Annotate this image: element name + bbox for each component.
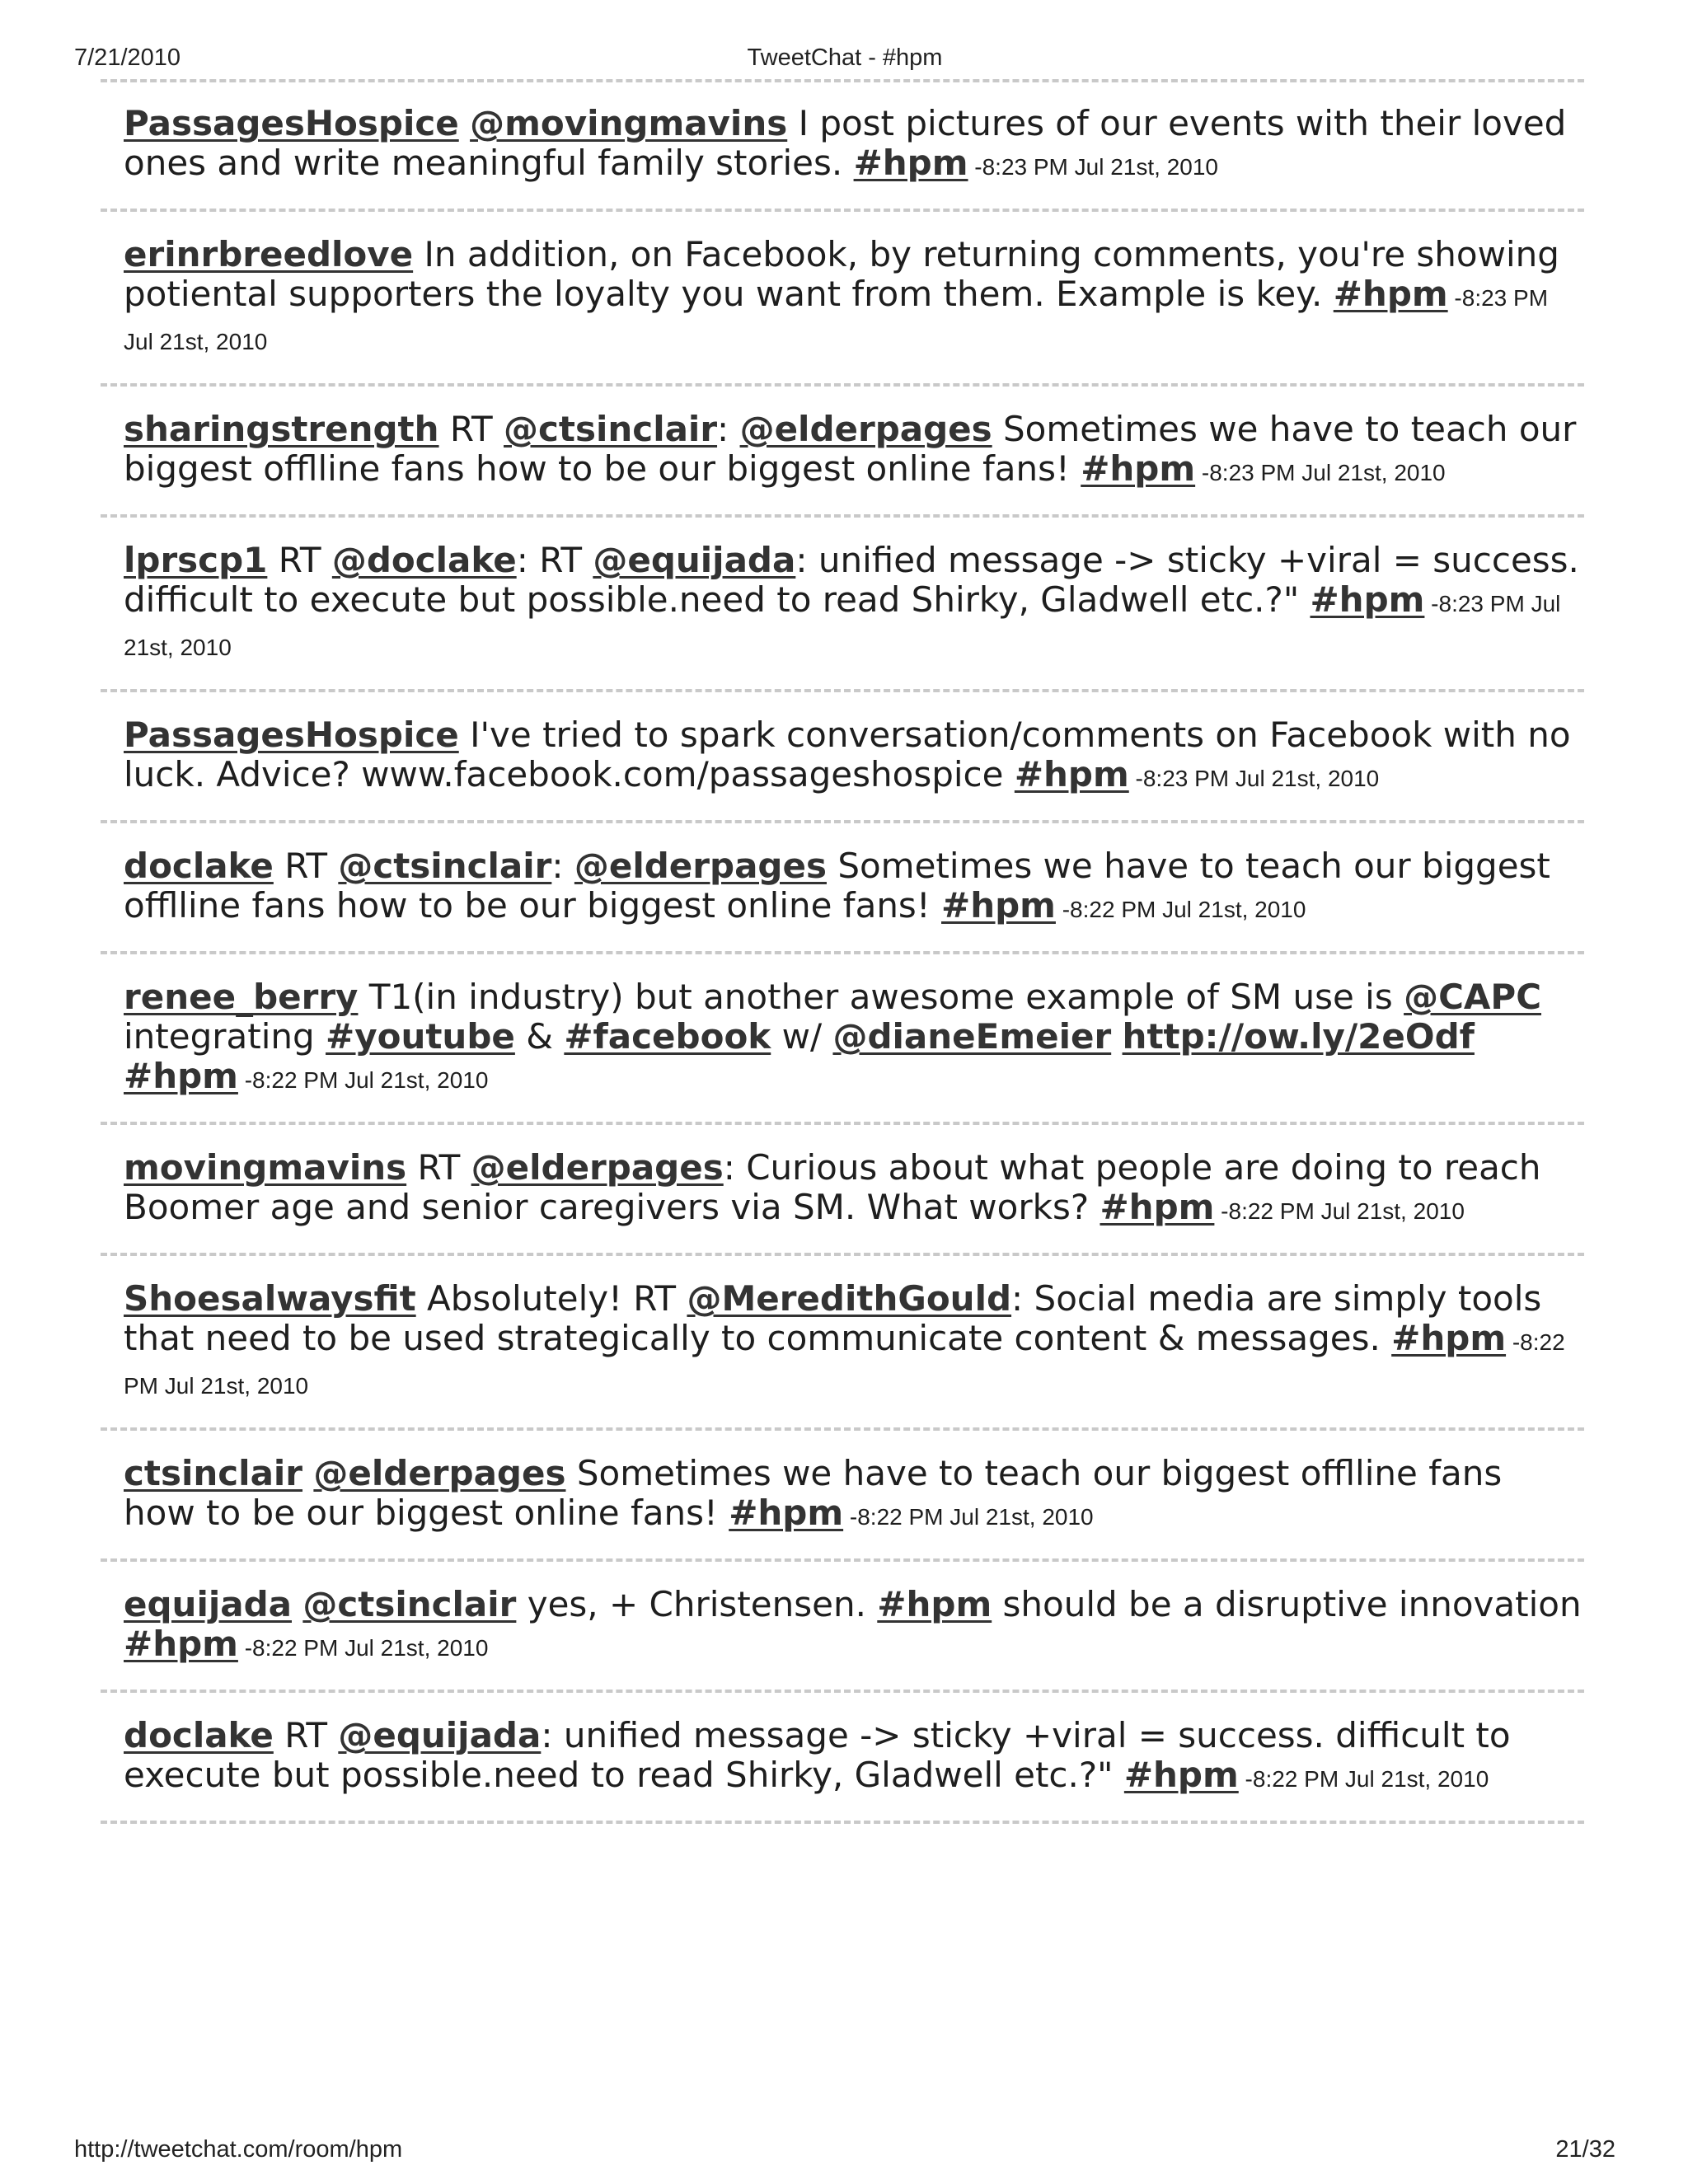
tweet-item	[101, 212, 1584, 387]
tweet-body-text: : RT	[516, 540, 593, 580]
tweet-item	[101, 518, 1584, 692]
username-link[interactable]: lprscp1	[124, 540, 268, 580]
tweet-text	[124, 104, 1582, 187]
hashtag-link[interactable]: #hpm	[1014, 754, 1129, 794]
tweet-text	[124, 846, 1582, 930]
hashtag-link[interactable]: #hpm	[941, 885, 1056, 926]
mention-link[interactable]: @MeredithGould	[687, 1278, 1012, 1319]
tweet-body-text: RT	[438, 409, 504, 449]
tweet-body-text: I post pictures of our events with their loved ones and write meaningful family stories.	[124, 103, 1567, 183]
mention-link[interactable]: @equijada	[593, 540, 796, 580]
mention-link[interactable]: @dianeEmeier	[832, 1016, 1112, 1057]
tweet-text	[124, 715, 1582, 799]
tweet-item	[101, 954, 1584, 1125]
tweet-item	[101, 1125, 1584, 1256]
tweet-item	[101, 387, 1584, 518]
username-link[interactable]: erinrbreedlove	[124, 234, 414, 274]
username-link[interactable]: Shoesalwaysfit	[124, 1278, 416, 1319]
tweet-body-text: RT	[273, 1715, 339, 1755]
tweet-body-text: RT	[267, 540, 332, 580]
print-header	[74, 45, 1615, 74]
tweet-timestamp: -8:23 PM Jul 21st, 2010	[1128, 766, 1380, 791]
hashtag-link[interactable]: #hpm	[729, 1493, 844, 1533]
hashtag-link[interactable]: #hpm	[1081, 448, 1196, 489]
username-link[interactable]: sharingstrength	[124, 409, 439, 449]
tweet-item	[101, 1693, 1584, 1824]
tweet-timestamp: -8:22 PM Jul 21st, 2010	[124, 1329, 1565, 1399]
hashtag-link[interactable]: #hpm	[1100, 1187, 1215, 1227]
tweet-body-text: yes, + Christensen.	[516, 1584, 878, 1624]
tweet-timestamp: -8:23 PM Jul 21st, 2010	[968, 154, 1219, 180]
tweet-text	[124, 1148, 1582, 1231]
hashtag-link[interactable]: #hpm	[1391, 1318, 1507, 1358]
tweet-item	[101, 692, 1584, 823]
tweet-text	[124, 410, 1582, 493]
tweet-body-text: RT	[273, 846, 339, 886]
tweet-body-text	[302, 1453, 313, 1493]
url-link[interactable]: http://ow.ly/2eOdf	[1122, 1016, 1475, 1057]
tweet-body-text: I've tried to spark conversation/comments on Facebook with no luck. Advice? www.facebook.com/passageshospice	[124, 715, 1571, 794]
tweet-item	[101, 1256, 1584, 1431]
tweet-body-text: : unified message -> sticky +viral = success. difficult to execute but possible.need to read Shirky, Gladwell etc.?"	[124, 1715, 1511, 1795]
tweet-body-text: : unified message -> sticky +viral = success. difficult to execute but possible.need to read Shirky, Gladwell etc.?"	[124, 540, 1579, 620]
hashtag-link[interactable]: #youtube	[326, 1016, 515, 1057]
tweet-text	[124, 235, 1582, 362]
print-title: TweetChat - #hpm	[747, 45, 943, 71]
username-link[interactable]: movingmavins	[124, 1147, 407, 1188]
tweet-body-text: In addition, on Facebook, by returning comments, you're showing potiental supporters the loyalty you want from them. Example is key.	[124, 234, 1559, 314]
mention-link[interactable]: @equijada	[338, 1715, 542, 1755]
tweet-text	[124, 541, 1582, 668]
tweet-body-text: T1(in industry) but another awesome example of SM use is	[358, 977, 1404, 1017]
tweet-body-text: should be a disruptive innovation	[992, 1584, 1582, 1624]
mention-link[interactable]: @movingmavins	[470, 103, 788, 143]
tweet-body-text	[292, 1584, 302, 1624]
tweet-body-text: Sometimes we have to teach our biggest offlline fans how to be our biggest online fans!	[124, 846, 1550, 926]
tweet-body-text: :	[551, 846, 574, 886]
mention-link[interactable]: @doclake	[331, 540, 517, 580]
tweet-timestamp: -8:23 PM Jul 21st, 2010	[1195, 460, 1446, 485]
tweet-timestamp: -8:22 PM Jul 21st, 2010	[1214, 1198, 1465, 1224]
mention-link[interactable]: @ctsinclair	[338, 846, 552, 886]
tweet-text	[124, 1454, 1582, 1537]
hashtag-link[interactable]: #hpm	[124, 1624, 238, 1664]
username-link[interactable]: doclake	[124, 1715, 274, 1755]
tweet-item	[101, 79, 1584, 212]
mention-link[interactable]: @ctsinclair	[302, 1584, 517, 1624]
hashtag-link[interactable]: #hpm	[1333, 274, 1448, 314]
print-date: 7/21/2010	[74, 45, 181, 71]
tweet-body-text: integrating	[124, 1016, 326, 1057]
tweet-item	[101, 823, 1584, 954]
tweet-body-text	[1111, 1016, 1122, 1057]
mention-link[interactable]: @elderpages	[574, 846, 827, 886]
tweet-item	[101, 1562, 1584, 1693]
mention-link[interactable]: @elderpages	[471, 1147, 724, 1188]
tweet-item	[101, 1431, 1584, 1562]
mention-link[interactable]: @CAPC	[1404, 977, 1542, 1017]
mention-link[interactable]: @elderpages	[739, 409, 992, 449]
tweet-timestamp: -8:22 PM Jul 21st, 2010	[237, 1635, 489, 1661]
tweet-list	[101, 79, 1584, 1824]
tweet-timestamp: -8:23 PM Jul 21st, 2010	[124, 285, 1549, 354]
tweet-text	[124, 1585, 1582, 1668]
tweet-text	[124, 977, 1582, 1100]
tweet-body-text: w/	[771, 1016, 833, 1057]
username-link[interactable]: equijada	[124, 1584, 292, 1624]
tweet-body-text: : Social media are simply tools that need to be used strategically to communicate content & messages.	[124, 1278, 1542, 1358]
tweet-timestamp: -8:22 PM Jul 21st, 2010	[1055, 897, 1306, 922]
tweet-text	[124, 1716, 1582, 1799]
page-number: 21/32	[1555, 2136, 1615, 2163]
tweet-timestamp: -8:22 PM Jul 21st, 2010	[843, 1504, 1094, 1530]
tweet-text	[124, 1279, 1582, 1406]
tweet-body-text: Absolutely! RT	[415, 1278, 687, 1319]
tweet-timestamp: -8:23 PM Jul 21st, 2010	[124, 591, 1561, 660]
mention-link[interactable]: @elderpages	[313, 1453, 566, 1493]
tweet-timestamp: -8:22 PM Jul 21st, 2010	[237, 1067, 489, 1093]
print-url: http://tweetchat.com/room/hpm	[74, 2136, 403, 2163]
tweet-body-text: RT	[406, 1147, 471, 1188]
hashtag-link[interactable]: #hpm	[877, 1584, 992, 1624]
mention-link[interactable]: @ctsinclair	[504, 409, 718, 449]
username-link[interactable]: PassagesHospice	[124, 715, 459, 755]
hashtag-link[interactable]: #facebook	[564, 1016, 771, 1057]
hashtag-link[interactable]: #hpm	[1310, 579, 1425, 620]
tweet-body-text: Sometimes we have to teach our biggest offlline fans how to be our biggest online fans!	[124, 1453, 1503, 1533]
username-link[interactable]: renee_berry	[124, 977, 359, 1017]
tweet-body-text	[459, 103, 470, 143]
tweet-body-text: :	[717, 409, 740, 449]
hashtag-link[interactable]: #hpm	[853, 143, 968, 183]
tweet-body-text: Sometimes we have to teach our biggest offlline fans how to be our biggest online fans!	[124, 409, 1577, 489]
username-link[interactable]: ctsinclair	[124, 1453, 303, 1493]
tweet-body-text: &	[514, 1016, 565, 1057]
print-footer	[74, 2136, 1615, 2166]
tweet-timestamp: -8:22 PM Jul 21st, 2010	[1238, 1766, 1489, 1792]
username-link[interactable]: doclake	[124, 846, 274, 886]
tweet-body-text: : Curious about what people are doing to reach Boomer age and senior caregivers via SM. What works?	[124, 1147, 1541, 1227]
hashtag-link[interactable]: #hpm	[1123, 1755, 1239, 1795]
username-link[interactable]: PassagesHospice	[124, 103, 459, 143]
hashtag-link[interactable]: #hpm	[124, 1056, 238, 1096]
